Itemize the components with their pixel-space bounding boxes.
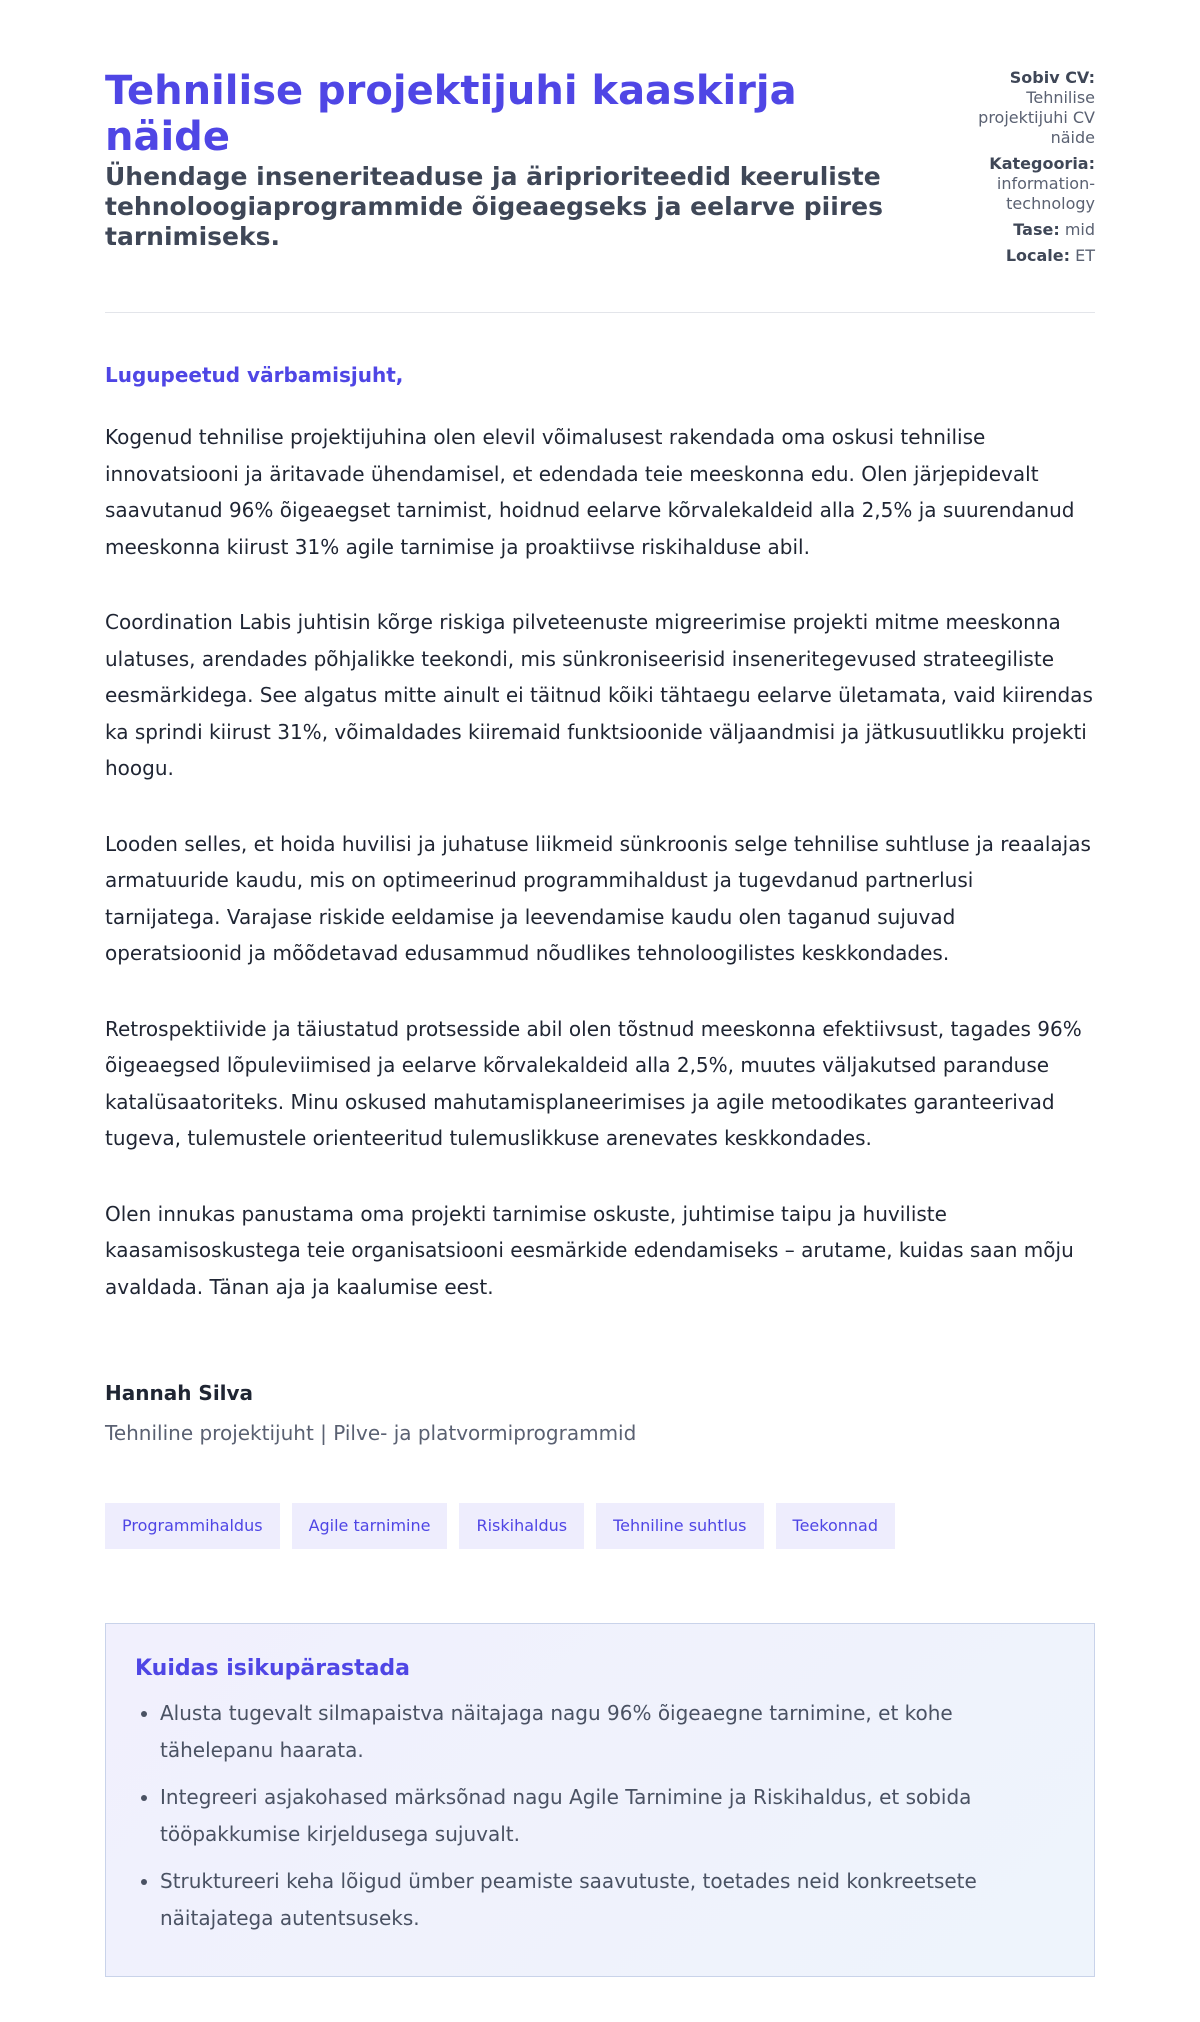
skill-tag: Riskihaldus — [459, 1503, 584, 1549]
letter-paragraph-2: Coordination Labis juhtisin kõrge riskiga pilveteenuste migreerimise projekti mitme meeskonna ulatuses, arendades põhjalikke teekondi, mis sünkroniseerisid inseneritegevused strateegiliste eesmärkidega. See algatus mitte ainult ei täitnud kõiki tähtaegu eelarve ületamata, vaid kiirendas ka sprindi kiirust 31%, võimaldades kiiremaid funktsioonide väljaandmisi ja jätkusuutlikku projekti hoogu. — [105, 610, 1093, 780]
meta-level-label: Tase: — [1013, 220, 1060, 239]
header-text — [105, 68, 925, 252]
letter-paragraph-1: Kogenud tehnilise projektijuhina olen elevil võimalusest rakendada oma oskusi tehnilise innovatsiooni ja äritavade ühendamisel, et edendada teie meeskonna edu. Olen järjepidevalt saavutanud 96% õigeaegset tarnimist, hoidnud eelarve kõrvalekaldeid alla 2,5% ja suurendanud meeskonna kiirust 31% agile tarnimise ja proaktiivse riskihalduse abil. — [105, 425, 1075, 559]
signature-title: Tehniline projektijuht | Pilve- ja platvormiprogrammid — [105, 1421, 637, 1445]
meta-category-value: information-technology — [996, 174, 1095, 213]
page-title: Tehnilise projektijuhi kaaskirja näide — [105, 68, 797, 160]
personalization-tips — [105, 1623, 1095, 1977]
tip-item: • Integreeri asjakohased märksõnad nagu Agile Tarnimine ja Riskihaldus, et sobida tööpakkumise kirjeldusega sujuvalt. — [160, 1779, 1065, 1853]
meta-locale-value: ET — [1075, 246, 1095, 265]
meta-locale-label: Locale: — [1005, 246, 1071, 265]
tips-list — [135, 1695, 1065, 1937]
meta-cv-value: Tehnilise projektijuhi CV näide — [978, 88, 1095, 147]
skill-tag: Teekonnad — [776, 1503, 895, 1549]
tips-title: Kuidas isikupärastada — [135, 1656, 411, 1681]
letter-paragraph-5: Olen innukas panustama oma projekti tarnimise oskuste, juhtimise taipu ja huviliste kaasamisoskustega teie organisatsiooni eesmärkide edendamiseks – arutame, kuidas saan mõju avaldada. Tänan aja ja kaalumise eest. — [105, 1201, 1074, 1299]
letter-greeting: Lugupeetud värbamisjuht, — [105, 363, 404, 387]
skill-tag: Tehniline suhtlus — [596, 1503, 763, 1549]
tip-item: • Alusta tugevalt silmapaistva näitajaga nagu 96% õigeaegne tarnimine, et kohe tähelepanu haarata. — [160, 1695, 1065, 1769]
page-subtitle: Ühendage inseneriteaduse ja äriprioriteedid keeruliste tehnoloogiaprogrammide õigeaegseks ja eelarve piires tarnimiseks. — [105, 162, 883, 251]
skill-tags — [105, 1503, 1095, 1549]
meta-cv-label: Sobiv CV: — [1009, 68, 1095, 87]
skill-tag: Programmihaldus — [105, 1503, 280, 1549]
page-header — [105, 68, 1095, 272]
letter-paragraph-4: Retrospektiivide ja täiustatud protsesside abil olen tõstnud meeskonna efektiivsust, tagades 96% õigeaegsed lõpuleviimised ja eelarve kõrvalekaldeid alla 2,5%, muutes väljakutsed paranduse katalüsaatoriteks. Minu oskused mahutamisplaneerimises ja agile metoodikates garanteerivad tugeva, tulemustele orienteeritud tulemuslikkuse arenevates keskkondades. — [105, 1016, 1082, 1150]
meta-category-label: Kategooria: — [989, 154, 1095, 173]
cover-letter-page — [105, 0, 1095, 1977]
signature-name: Hannah Silva — [105, 1381, 254, 1405]
skill-tag: Agile tarnimine — [292, 1503, 448, 1549]
meta-level-value: mid — [1064, 220, 1095, 239]
meta-cv — [955, 68, 1095, 148]
meta-category — [955, 154, 1095, 214]
meta-locale — [955, 246, 1095, 266]
meta-panel — [955, 68, 1095, 272]
tip-item: • Struktureeri keha lõigud ümber peamiste saavutuste, toetades neid konkreetsete näitajatega autentsuseks. — [160, 1863, 1065, 1937]
header-divider — [105, 312, 1095, 313]
letter-paragraph-3: Looden selles, et hoida huvilisi ja juhatuse liikmeid sünkroonis selge tehnilise suhtluse ja reaalajas armatuuride kaudu, mis on optimeerinud programmihaldust ja tugevdanud partnerlusi tarnijatega. Varajase riskide eeldamise ja leevendamise kaudu olen taganud sujuvad operatsioonid ja mõõdetavad edusammud nõudlikes tehnoloogilistes keskkondades. — [105, 831, 1091, 965]
meta-level — [955, 220, 1095, 240]
